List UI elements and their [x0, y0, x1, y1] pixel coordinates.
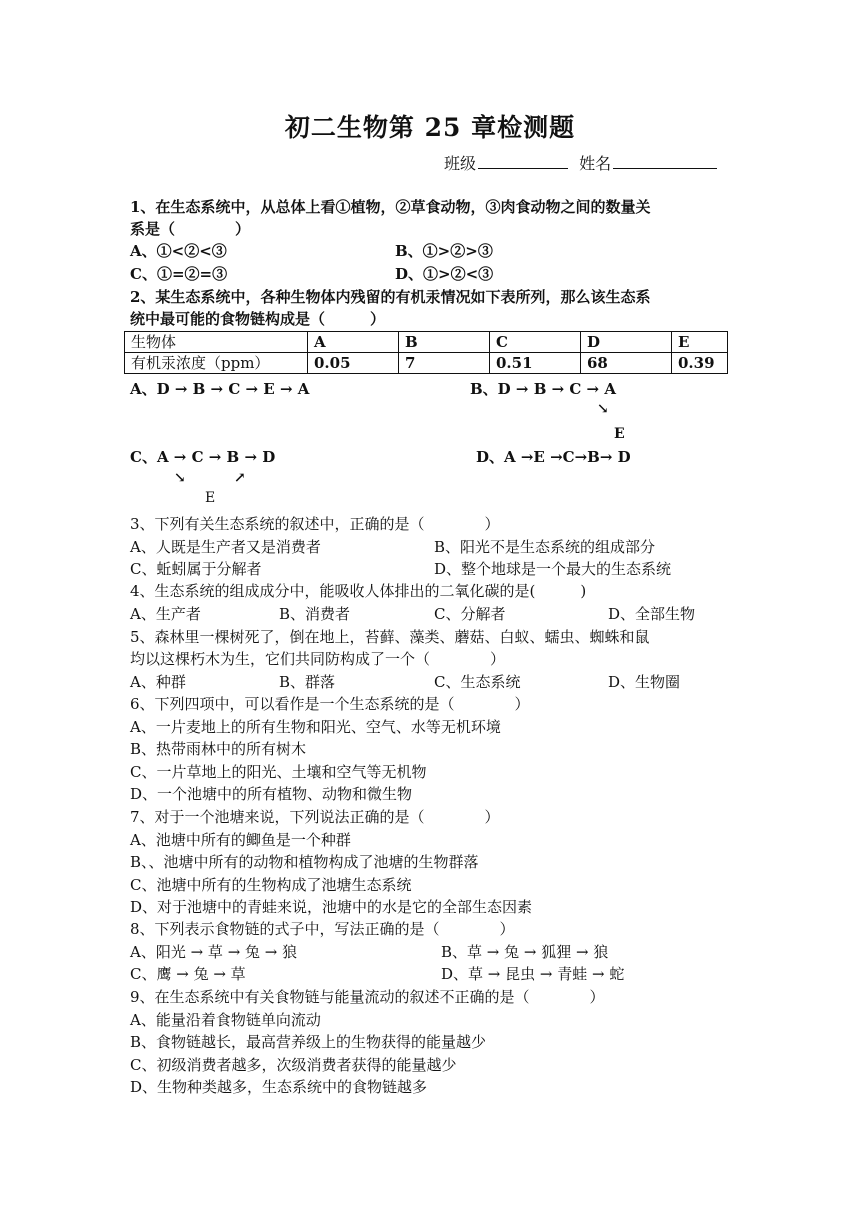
q7-option-b: B、、池塘中所有的动物和植物构成了池塘的生物群落	[130, 853, 479, 871]
q8-option-c: C、鹰 → 兔 → 草	[130, 965, 246, 983]
q5-stem-line1: 5、森林里一棵树死了，倒在地上，苔藓、藻类、蘑菇、白蚁、蠕虫、蜘蛛和鼠	[130, 628, 650, 646]
header-fields	[444, 152, 717, 174]
q2-stem-line1: 2、某生态系统中，各种生物体内残留的有机汞情况如下表所列，那么该生态系	[130, 288, 651, 306]
table-cell: A	[308, 332, 399, 353]
q2-option-a: A、D → B → C → E → A	[130, 380, 310, 398]
table-cell: B	[399, 332, 490, 353]
table-cell: 0.39	[672, 353, 728, 374]
q2-b-branch-node: E	[614, 426, 625, 442]
mercury-table	[124, 331, 728, 374]
q3-option-b: B、阳光不是生态系统的组成部分	[434, 538, 656, 556]
q3-option-a: A、人既是生产者又是消费者	[130, 538, 321, 556]
q2-stem-line2: 统中最可能的食物链构成是（ ）	[130, 310, 386, 328]
q4-option-b: B、消费者	[279, 605, 351, 623]
table-cell: 0.05	[308, 353, 399, 374]
q9-option-c: C、初级消费者越多，次级消费者获得的能量越少	[130, 1056, 457, 1074]
q2-c-arrow-down: ↘	[174, 470, 186, 486]
q1-stem-line2: 系是（ ）	[130, 220, 251, 238]
name-label: 姓名	[579, 154, 612, 173]
q8-stem: 8、下列表示食物链的式子中，写法正确的是（ ）	[130, 920, 515, 938]
q6-option-b: B、热带雨林中的所有树木	[130, 740, 307, 758]
q1-option-d: D、①>②<③	[395, 265, 494, 283]
q3-stem: 3、下列有关生态系统的叙述中，正确的是（ ）	[130, 515, 500, 533]
class-field[interactable]	[478, 152, 568, 169]
q8-option-d: D、草 → 昆虫 → 青蛙 → 蛇	[441, 965, 625, 983]
q3-option-d: D、整个地球是一个最大的生态系统	[434, 560, 672, 578]
q9-stem: 9、在生态系统中有关食物链与能量流动的叙述不正确的是（ ）	[130, 988, 605, 1006]
table-cell: E	[672, 332, 728, 353]
table-cell: 生物体	[125, 332, 308, 353]
q4-option-c: C、分解者	[434, 605, 506, 623]
q5-option-d: D、生物圈	[608, 673, 681, 691]
class-label: 班级	[444, 154, 477, 173]
q2-option-b: B、D → B → C → A	[470, 380, 616, 398]
q1-option-a: A、①<②<③	[130, 242, 227, 260]
q9-option-d: D、生物种类越多，生态系统中的食物链越多	[130, 1078, 428, 1096]
q6-stem: 6、下列四项中，可以看作是一个生态系统的是（ ）	[130, 695, 530, 713]
q2-b-branch-arrow: ↘	[597, 401, 609, 417]
q1-stem-line1: 1、在生态系统中，从总体上看①植物，②草食动物，③肉食动物之间的数量关	[130, 198, 651, 216]
name-field[interactable]	[613, 152, 717, 169]
q7-option-a: A、池塘中所有的鲫鱼是一个种群	[130, 831, 351, 849]
q5-option-b: B、群落	[279, 673, 336, 691]
q4-option-a: A、生产者	[130, 605, 201, 623]
q2-c-arrow-up: ↗	[234, 470, 246, 486]
table-header-row	[125, 332, 728, 353]
q6-option-d: D、一个池塘中的所有植物、动物和微生物	[130, 785, 413, 803]
q1-option-c: C、①=②=③	[130, 265, 228, 283]
q9-option-a: A、能量沿着食物链单向流动	[130, 1011, 321, 1029]
table-row	[125, 353, 728, 374]
q7-stem: 7、对于一个池塘来说，下列说法正确的是（ ）	[130, 808, 500, 826]
table-cell: C	[490, 332, 581, 353]
page-title: 初二生物第 25 章检测题	[284, 113, 576, 142]
q5-option-a: A、种群	[130, 673, 186, 691]
q7-option-c: C、池塘中所有的生物构成了池塘生态系统	[130, 876, 412, 894]
q2-option-c: C、A → C → B → D	[130, 448, 276, 466]
table-cell: 0.51	[490, 353, 581, 374]
q4-stem: 4、生态系统的组成成分中，能吸收人体排出的二氧化碳的是( )	[130, 582, 587, 600]
q6-option-a: A、一片麦地上的所有生物和阳光、空气、水等无机环境	[130, 718, 501, 736]
q8-option-b: B、草 → 兔 → 狐狸 → 狼	[441, 943, 609, 961]
q5-option-c: C、生态系统	[434, 673, 521, 691]
q1-option-b: B、①>②>③	[395, 242, 493, 260]
q6-option-c: C、一片草地上的阳光、土壤和空气等无机物	[130, 763, 427, 781]
q9-option-b: B、食物链越长，最高营养级上的生物获得的能量越少	[130, 1033, 487, 1051]
table-cell: 有机汞浓度（ppm）	[125, 353, 308, 374]
q2-c-branch-node: E	[205, 490, 216, 506]
q7-option-d: D、对于池塘中的青蛙来说，池塘中的水是它的全部生态因素	[130, 898, 533, 916]
table-cell: 7	[399, 353, 490, 374]
table-cell: 68	[581, 353, 672, 374]
q5-stem-line2: 均以这棵朽木为生，它们共同防构成了一个（ ）	[130, 650, 506, 668]
q4-option-d: D、全部生物	[608, 605, 696, 623]
q3-option-c: C、蚯蚓属于分解者	[130, 560, 262, 578]
q2-option-d: D、A →E →C→B→ D	[476, 448, 631, 466]
table-cell: D	[581, 332, 672, 353]
q8-option-a: A、阳光 → 草 → 兔 → 狼	[130, 943, 298, 961]
